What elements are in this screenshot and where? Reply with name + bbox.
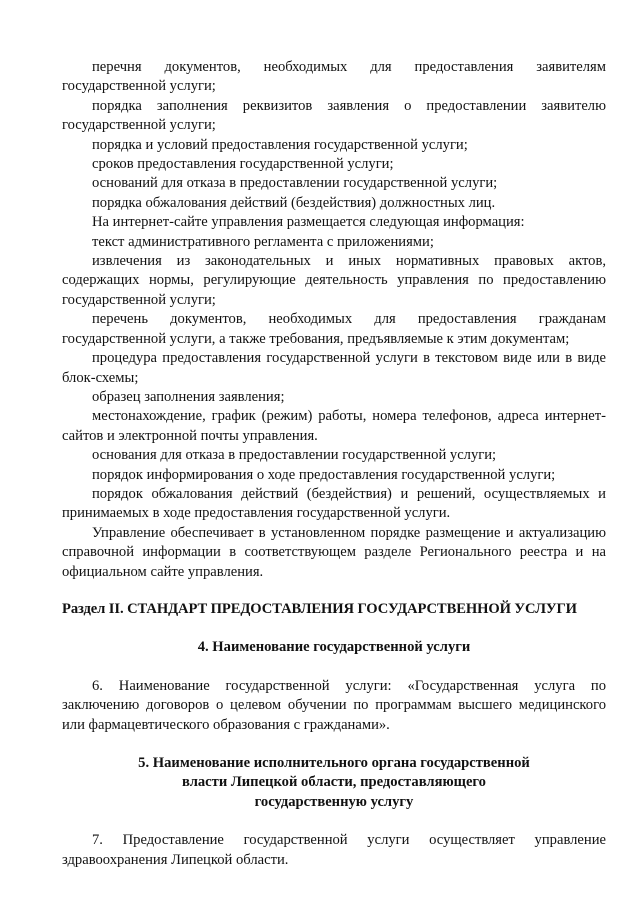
paragraph: основания для отказа в предоставлении государственной услуги;	[92, 447, 497, 464]
paragraph: процедура предоставления государственной услуги в текстовом виде или в виде блок-схемы;	[62, 350, 606, 386]
heading-5	[62, 754, 606, 812]
document-page	[62, 58, 606, 870]
paragraph: сроков предоставления государственной услуги;	[92, 156, 394, 173]
section-title: Раздел II. СТАНДАРТ ПРЕДОСТАВЛЕНИЯ ГОСУДАРСТВЕННОЙ УСЛУГИ	[62, 600, 577, 617]
paragraph: На интернет-сайте управления размещается следующая информация:	[92, 214, 525, 231]
paragraph: извлечения из законодательных и иных нормативных правовых актов, содержащих нормы, регулирующие деятельность управления по предоставлению государственной услуги;	[62, 253, 606, 308]
paragraph: порядка заполнения реквизитов заявления о предоставлении заявителю государственной услуги;	[62, 97, 606, 134]
paragraph: Управление обеспечивает в установленном порядке размещение и актуализацию справочной информации в соответствующем разделе Регионального реестра и на официальном сайте управления.	[62, 524, 606, 580]
paragraph: порядка и условий предоставления государственной услуги;	[92, 136, 468, 153]
paragraph: перечня документов, необходимых для предоставления заявителям государственной услуги;	[62, 59, 606, 95]
paragraph-6: 6. Наименование государственной услуги: «Государственная услуга по заключению договоров о целевом обучении по программам высшего медицинского или фармацевтического образования с гражданами».	[62, 677, 606, 733]
paragraph: порядка обжалования действий (бездействия) должностных лиц.	[92, 194, 496, 211]
paragraph: оснований для отказа в предоставлении государственной услуги;	[92, 175, 498, 192]
heading-4: 4. Наименование государственной услуги	[197, 639, 471, 656]
heading-5-line: государственную услугу	[254, 793, 414, 810]
paragraph: текст административного регламента с приложениями;	[92, 233, 434, 250]
paragraph: порядок обжалования действий (бездействия) и решений, осуществляемых и принимаемых в ходе предоставления государственной услуги.	[62, 485, 606, 522]
heading-5-line: власти Липецкой области, предоставляющего	[182, 774, 486, 791]
paragraph: местонахождение, график (режим) работы, номера телефонов, адреса интернет-сайтов и электронной почты управления.	[62, 408, 606, 444]
heading-5-line: 5. Наименование исполнительного органа государственной	[138, 755, 530, 771]
paragraph: образец заполнения заявления;	[92, 388, 285, 405]
paragraph: перечень документов, необходимых для предоставления гражданам государственной услуги, а также требования, предъявляемые к этим документам;	[62, 311, 606, 347]
paragraph: порядок информирования о ходе предоставления государственной услуги;	[92, 466, 556, 483]
paragraph-7: 7. Предоставление государственной услуги осуществляет управление здравоохранения Липецкой области.	[62, 832, 606, 868]
